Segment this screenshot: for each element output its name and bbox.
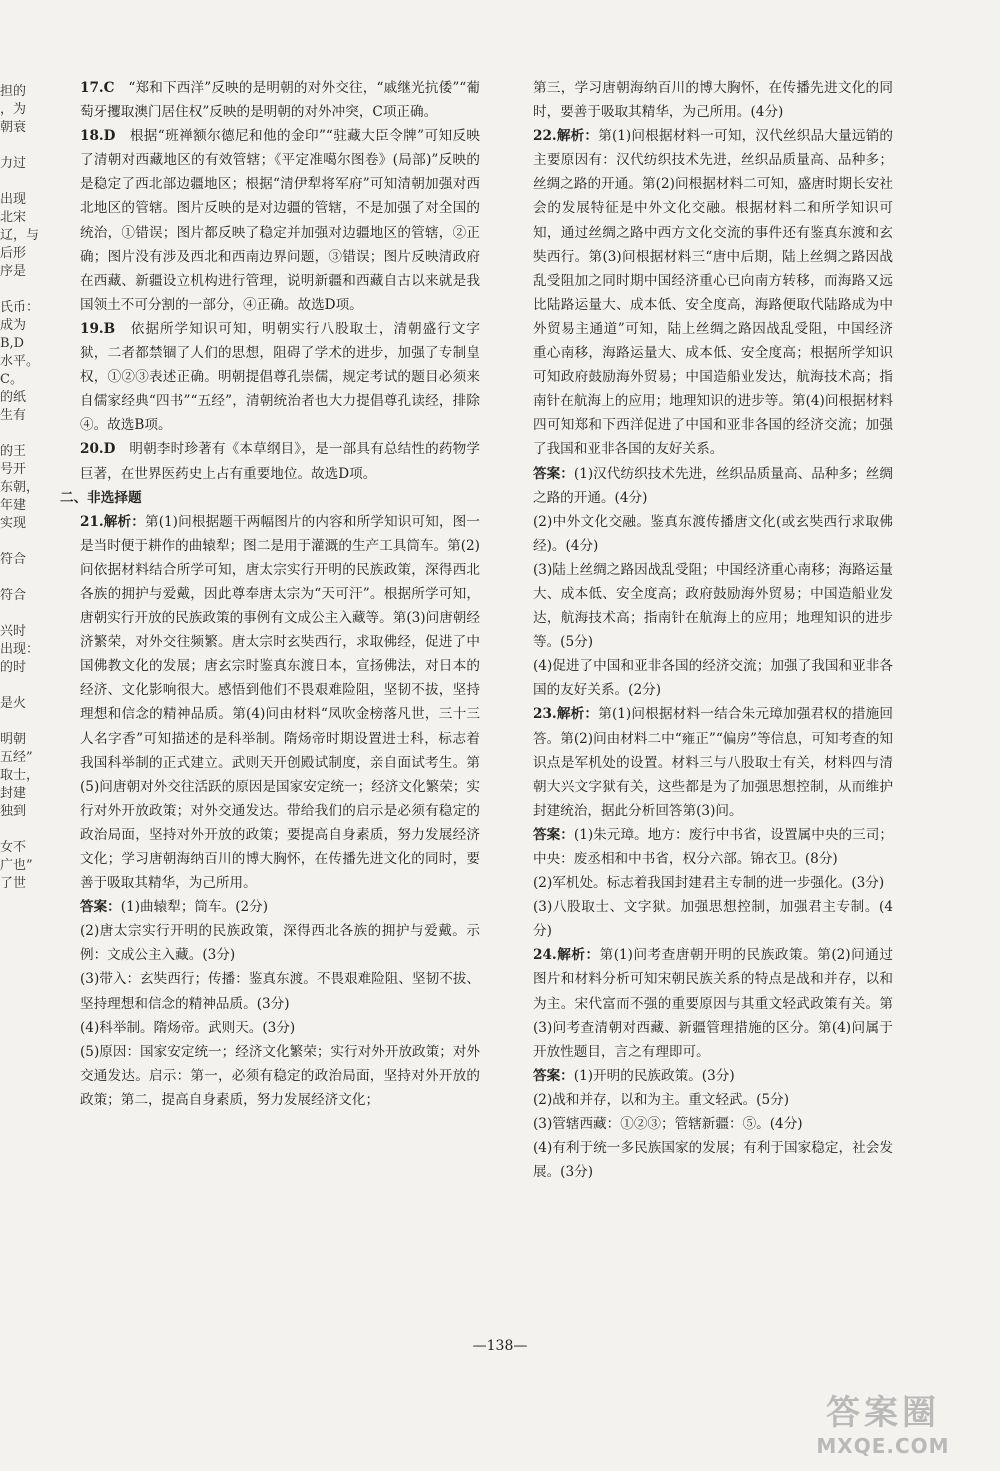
question-17 — [60, 76, 480, 124]
analysis-text: 第(1)问根据材料一结合朱元璋加强君权的措施回答。第(2)问由材料二中“雍正”“偏房”等信息，可知考查的知识点是军机处的设置。材料三与八股取士有关，材料四与清朝大兴文字狱有关，这些都是为了加强思想控制，从而维护封建统治，据此分析回答第(3)问。 — [533, 706, 894, 819]
question-text: “郑和下西洋”反映的是明朝的对外交往，“戚继光抗倭”“葡萄牙攫取澳门居住权”反映的是明朝的对外冲突，C项正确。 — [80, 80, 481, 121]
edge-fragment: 了世 — [0, 876, 27, 891]
answer-2: (2)中外文化交融。鉴真东渡传播唐文化(或玄奘西行求取佛经)。(4分) — [533, 513, 893, 554]
answer-2: (2)战和并存，以和为主。重文轻武。(5分) — [533, 1091, 790, 1108]
watermark-logo: 答案圈 — [826, 1393, 940, 1433]
right-column — [513, 76, 893, 1184]
edge-fragment — [0, 534, 40, 552]
answer-3: (3)陆上丝绸之路因战乱受阻；中国经济重心南移；海路运量大、成本低、安全度高；政府鼓励海外贸易；中国造船业发达，航海技术高；指南针在航海上的应用；地理知识的进步等。(5分) — [533, 561, 893, 651]
edge-fragment: 符合 — [0, 588, 27, 603]
section-title: 二、非选择题 — [60, 489, 142, 506]
edge-fragment — [0, 714, 40, 732]
watermark — [788, 1392, 978, 1466]
question-23 — [513, 702, 893, 943]
analysis-label: 解析： — [556, 128, 599, 145]
edge-fragment — [0, 570, 40, 588]
answer-1: (1)曲辕犁；筒车。(2分) — [120, 899, 269, 916]
question-21 — [60, 510, 480, 1112]
edge-fragment: 成为 — [0, 318, 27, 333]
edge-fragment: 兴时 — [0, 624, 27, 639]
edge-fragment: 符合 — [0, 552, 27, 567]
edge-fragment: C。 — [0, 372, 23, 387]
edge-fragment: 取士， — [0, 768, 40, 783]
analysis-text: 第(1)问根据材料一可知，汉代丝织品大量远销的主要原因有：汉代纺织技术先进，丝织品质量高、品种多；丝绸之路的开通。第(2)问根据材料二可知，盛唐时期长安社会的发展特征是中外文化交融。根据材料二和所学知识可知，通过丝绸之路中西方文化交流的事件还有鉴真东渡和玄奘西行。第(3)问根据材料三“唐中后期，陆上丝绸之路因战乱受阻加之同时期中国经济重心已向南方转移，而海路又远比陆路运量大、成本低、安全度高，海路便取代陆路成为中外贸易主通道”可知，陆上丝绸之路因战乱受阻，中国经济重心南移，海路运量大、成本低、安全度高；根据所学知识可知政府鼓励海外贸易；中国造船业发达，航海技术高；指南针在航海上的应用；地理知识的进步等。第(4)问根据材料四可知郑和下西洋促进了中国和亚非各国的经济交流；加强了我国和亚非各国的友好关系。 — [533, 128, 894, 458]
answer-5: (5)原因：国家安定统一；经济文化繁荣；实行对外开放政策；对外交通发达。启示：第一，必须有稳定的政治局面，坚持对外开放的政策；第二，提高自身素质，努力发展经济文化； — [80, 1043, 480, 1108]
question-text: 根据“班禅额尔德尼和他的金印”“驻藏大臣令牌”可知反映了清朝对西藏地区的有效管辖；《平定准噶尔图卷》(局部)”反映的是稳定了西北部边疆地区；根据“清伊犁将军府”可知清朝加强对西北地区的管辖。图片反映的是对边疆的管辖，不是加强了对全国的统治，①错误；图片都反映了稳定并加强对边疆地区的管辖，②正确；图片没有涉及西北和西南边界问题，③错误；图片反映清政府在西藏、新疆设立机构进行管理，说明新疆和西藏自古以来就是我国领土不可分割的一部分，④正确。故选D项。 — [80, 128, 481, 313]
question-19 — [60, 317, 480, 437]
edge-fragment: 北宋 — [0, 210, 27, 225]
edge-fragment — [0, 138, 40, 156]
question-number: 19.B — [80, 320, 116, 337]
answer-1: (1)朱元璋。地方：废行中书省，设置属中央的三司；中央：废丞相和中书省，权分六部。锦衣卫。(8分) — [533, 826, 893, 867]
edge-fragment: 广也” — [0, 858, 33, 873]
analysis-text: 第(1)问考查唐朝开明的民族政策。第(2)问通过图片和材料分析可知宋朝民族关系的特点是战和并存，以和为主。宋代富而不强的重要原因与其重文轻武政策有关。第(3)问考查清朝对西藏、新疆管理措施的区分。第(4)问属于开放性题目，言之有理即可。 — [533, 947, 894, 1060]
edge-fragment: 明朝 — [0, 732, 27, 747]
edge-fragment: ，为 — [0, 102, 27, 117]
question-22 — [513, 124, 893, 702]
edge-fragment: 五经” — [0, 750, 33, 765]
edge-fragment: 朝衰 — [0, 120, 27, 135]
question-18 — [60, 124, 480, 317]
answer-3: (3)带入：玄奘西行；传播：鉴真东渡。不畏艰难险阻、坚韧不拔、坚持理想和信念的精神品质。(3分) — [80, 971, 480, 1012]
edge-fragment: 水平。 — [0, 354, 40, 369]
edge-fragment: 的王 — [0, 444, 27, 459]
answer-4: (4)促进了中国和亚非各国的经济交流；加强了我国和亚非各国的友好关系。(2分) — [533, 658, 893, 699]
question-number: 17.C — [80, 80, 115, 96]
question-text: 依据所学知识可知，明朝实行八股取士，清朝盛行文字狱，二者都禁锢了人们的思想，阻碍了学术的进步，加强了专制皇权，①②③表述正确。明朝提倡尊孔崇儒，规定考试的题目必须来自儒家经典“四书”“五经”，清朝统治者也大力提倡尊孔读经，排除④。故选B项。 — [80, 320, 481, 434]
analysis-text: 第(1)问根据题干两幅图片的内容和所学知识可知，图一是当时便于耕作的曲辕犁；图二是用于灌溉的生产工具筒车。第(2)问依据材料结合所学可知，唐太宗实行开明的民族政策，深得西北各族的拥护与爱戴，因此尊奉唐太宗为“天可汗”。根据所学可知，唐朝实行开放的民族政策的事例有文成公主入藏等。第(3)问唐朝经济繁荣，对外交往频繁。唐太宗时玄奘西行，求取佛经，促进了中国佛教文化的发展；唐玄宗时鉴真东渡日本，宣扬佛法，对日本的经济、文化影响很大。感悟到他们不畏艰难险阻，坚韧不拔，坚持理想和信念的精神品质。第(4)问由材料“凤吹金榜落凡世，三十三人名字香”可知描述的是科举制。隋炀帝时期设置进士科，标志着我国科举制的正式建立。武则天开创殿试制度，亲自面试考生。第(5)问唐朝对外交往活跃的原因是国家安定统一；经济文化繁荣；实行对外开放政策；对外交通发达。带给我们的启示是必须有稳定的政治局面，坚持对外开放的政策；要提高自身素质，努力发展经济文化；学习唐朝海纳百川的博大胸怀，在传播先进文化的同时，要善于吸取其精华，为己所用。 — [80, 513, 480, 892]
edge-fragment: 出现 — [0, 192, 27, 207]
edge-fragment: 封建 — [0, 786, 27, 801]
question-21-continued: 第三，学习唐朝海纳百川的博大胸怀，在传播先进文化的同时，要善于吸取其精华，为己所用。(4分) — [533, 80, 893, 121]
question-24 — [513, 943, 893, 1184]
question-number: 21. — [80, 513, 104, 530]
edge-fragment: 的纸 — [0, 390, 27, 405]
edge-fragment: 生有 — [0, 408, 27, 423]
edge-fragment: 力过 — [0, 156, 27, 171]
answer-1: (1)汉代纺织技术先进，丝织品质量高、品种多；丝绸之路的开通。(4分) — [533, 465, 893, 506]
answer-4: (4)有利于统一多民族国家的发展；有利于国家稳定，社会发展。(3分) — [533, 1140, 893, 1181]
question-number: 23. — [533, 706, 557, 723]
edge-fragment: 是火 — [0, 696, 27, 711]
question-20 — [60, 437, 480, 485]
answer-2: (2)军机处。标志着我国封建君主专制的进一步强化。(3分) — [533, 875, 885, 892]
question-number: 22. — [533, 128, 557, 145]
answer-4: (4)科举制。隋炀帝。武则天。(3分) — [80, 1019, 296, 1036]
answer-label: 答案： — [533, 826, 574, 843]
watermark-url: MXQE.COM — [816, 1434, 950, 1458]
page-number: —138— — [472, 1338, 528, 1354]
answer-label: 答案： — [533, 1067, 574, 1084]
answer-2: (2)唐太宗实行开明的民族政策，深得西北各族的拥护与爱戴。示例：文成公主入藏。(3分) — [80, 923, 480, 964]
question-number: 20.D — [80, 441, 116, 458]
answer-label: 答案： — [80, 899, 121, 916]
edge-fragment: 担的 — [0, 84, 27, 99]
question-text: 明朝李时珍著有《本草纲目》，是一部具有总结性的药物学巨著，在世界医药史上占有重要地位。故选D项。 — [80, 441, 481, 482]
edge-fragment: 辽，与 — [0, 228, 40, 243]
edge-fragment: 氏币： — [0, 300, 40, 315]
answer-1: (1)开明的民族政策。(3分) — [573, 1067, 735, 1084]
answer-3: (3)管辖西藏：①②③；管辖新疆：⑤。(4分) — [533, 1116, 803, 1133]
edge-fragment: 独到 — [0, 804, 27, 819]
edge-fragment: 实现 — [0, 516, 27, 531]
edge-fragment: 东朝， — [0, 480, 40, 495]
analysis-label: 解析： — [103, 513, 145, 530]
edge-fragment: 后形 — [0, 246, 27, 261]
answer-3: (3)八股取士、文字狱。加强思想控制，加强君主专制。(4分) — [533, 899, 893, 940]
question-number: 24. — [533, 947, 557, 964]
answer-label: 答案： — [533, 465, 574, 482]
edge-fragment — [0, 606, 40, 624]
edge-fragment: B,D — [0, 336, 25, 351]
edge-fragment: 女不 — [0, 840, 27, 855]
edge-fragment: 号开 — [0, 462, 27, 477]
left-edge-fragments — [0, 84, 40, 894]
edge-fragment — [0, 678, 40, 696]
question-number: 18.D — [80, 128, 116, 145]
left-column — [60, 76, 480, 1112]
edge-fragment — [0, 822, 40, 840]
edge-fragment — [0, 426, 40, 444]
edge-fragment: 的时 — [0, 660, 27, 675]
edge-fragment — [0, 282, 40, 300]
edge-fragment: 出现： — [0, 642, 40, 657]
edge-fragment: 序是 — [0, 264, 27, 279]
edge-fragment — [0, 174, 40, 192]
analysis-label: 解析： — [556, 947, 600, 964]
analysis-label: 解析： — [556, 706, 599, 723]
edge-fragment: 年建 — [0, 498, 27, 513]
